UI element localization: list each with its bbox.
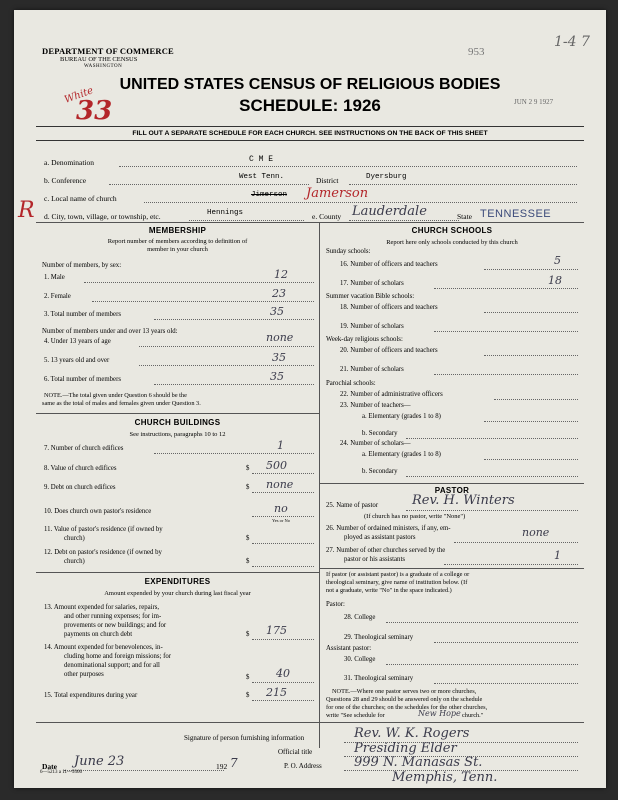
q23-label: 23. Number of teachers— xyxy=(340,402,411,409)
q28-rule xyxy=(386,622,578,623)
denomination-value: C M E xyxy=(249,155,274,164)
official-title-value: Presiding Elder xyxy=(354,741,457,756)
pastor-note-1: NOTE.—Where one pastor serves two or more churches, xyxy=(332,688,477,695)
q24b-rule xyxy=(406,476,578,477)
received-stamp: JUN 2 9 1927 xyxy=(514,98,554,106)
district-label: District xyxy=(316,176,339,185)
q8-dollar: $ xyxy=(246,465,250,472)
schools-title: CHURCH SCHOOLS xyxy=(411,226,493,235)
q26-label-2: ployed as assistant pastors xyxy=(344,534,416,541)
q31-label: 31. Theological seminary xyxy=(344,675,414,682)
q23b-label: b. Secondary xyxy=(362,430,398,437)
county-rule xyxy=(349,220,459,221)
q18-rule xyxy=(484,312,578,313)
state-value: TENNESSEE xyxy=(480,208,552,220)
state-label: State xyxy=(457,212,472,221)
q13-label-3: provements or new buildings; and for xyxy=(64,622,167,629)
q15-rule xyxy=(252,700,314,701)
stamp-number: 953 xyxy=(468,46,485,58)
q28-label: 28. College xyxy=(344,614,376,621)
q8-label: 8. Value of church edifices xyxy=(44,465,117,472)
q25-value: Rev. H. Winters xyxy=(412,493,515,508)
q6-value: 35 xyxy=(270,370,284,383)
college-note-2: theological seminary, give name of institution below. (If xyxy=(326,579,468,586)
date-label: Date xyxy=(42,762,57,771)
q9-value: none xyxy=(266,478,294,491)
age-heading: Number of members under and over 13 years old: xyxy=(42,328,178,335)
q24a-rule xyxy=(484,459,578,460)
q3-label: 3. Total number of members xyxy=(44,311,121,318)
bureau-city: WASHINGTON xyxy=(84,64,123,69)
q12-dollar: $ xyxy=(246,558,250,565)
q7-value: 1 xyxy=(277,439,284,452)
membership-subtitle-1: Report number of members according to definition of xyxy=(107,238,248,245)
q10-label: 10. Does church own pastor's residence xyxy=(44,508,152,515)
q8-rule xyxy=(252,473,314,474)
q11-dollar: $ xyxy=(246,535,250,542)
church-name-label: c. Local name of church xyxy=(44,194,117,203)
pastor-note-4: write "See schedule for xyxy=(326,712,385,719)
q13-label-1: 13. Amount expended for salaries, repairs, xyxy=(44,604,160,611)
assistant-sub-heading: Assistant pastor: xyxy=(326,645,372,652)
buildings-title: CHURCH BUILDINGS xyxy=(134,418,221,427)
q16-value: 5 xyxy=(554,254,561,267)
q1-label: 1. Male xyxy=(44,274,65,281)
q1-rule xyxy=(84,282,314,283)
census-schedule-sheet xyxy=(14,10,606,788)
county-value: Lauderdale xyxy=(352,204,427,219)
q25-rule xyxy=(406,510,578,511)
pastor-note-5: church." xyxy=(462,712,484,719)
signature-top-rule xyxy=(36,722,584,723)
pastor-top-rule xyxy=(319,483,584,484)
q13-label-4: payments on church debt xyxy=(64,631,133,638)
q10-value: no xyxy=(274,502,288,515)
church-name-rule xyxy=(144,202,577,203)
q5-value: 35 xyxy=(272,351,286,364)
expenditures-top-rule xyxy=(36,572,319,573)
weekday-heading: Week-day religious schools: xyxy=(326,336,403,343)
q9-rule xyxy=(252,492,314,493)
q17-value: 18 xyxy=(548,274,562,287)
q13-rule xyxy=(252,639,314,640)
q15-dollar: $ xyxy=(246,692,250,699)
q30-rule xyxy=(386,664,578,665)
q5-rule xyxy=(139,365,314,366)
q24a-label: a. Elementary (grades 1 to 8) xyxy=(362,451,441,458)
by-sex-heading: Number of members, by sex: xyxy=(42,262,122,269)
q27-rule xyxy=(444,564,578,565)
q21-rule xyxy=(434,374,578,375)
college-note-3: not a graduate, write "No" in the space indicated.) xyxy=(326,587,452,594)
q17-label: 17. Number of scholars xyxy=(340,280,404,287)
q14-value: 40 xyxy=(276,667,290,680)
parochial-heading: Parochial schools: xyxy=(326,380,376,387)
signature-label: Signature of person furnishing information xyxy=(184,734,305,742)
q23a-label: a. Elementary (grades 1 to 8) xyxy=(362,413,441,420)
q1-value: 12 xyxy=(274,268,288,281)
city-rule xyxy=(189,220,304,221)
q9-label: 9. Debt on church edifices xyxy=(44,484,116,491)
q7-rule xyxy=(154,453,314,454)
conference-label: b. Conference xyxy=(44,176,87,185)
q18-label: 18. Number of officers and teachers xyxy=(340,304,438,311)
membership-title: MEMBERSHIP xyxy=(148,226,207,235)
schedule-title: SCHEDULE: 1926 xyxy=(239,96,381,115)
pastor-note-3: for one of the churches; on the schedules for the other churches, xyxy=(326,704,488,711)
column-divider xyxy=(319,222,320,748)
buildings-top-rule xyxy=(36,413,319,414)
margin-mark: R xyxy=(18,198,35,223)
q24b-label: b. Secondary xyxy=(362,468,398,475)
address-line-1: 999 N. Manasas St. xyxy=(354,755,483,770)
form-title: UNITED STATES CENSUS OF RELIGIOUS BODIES xyxy=(119,76,501,93)
pastor-note-ref: New Hope xyxy=(418,709,461,718)
q23a-rule xyxy=(484,421,578,422)
q11-label-2: church) xyxy=(64,535,85,542)
instruction-text: FILL OUT A SEPARATE SCHEDULE FOR EACH CHURCH. SEE INSTRUCTIONS ON THE BACK OF THIS SHEET xyxy=(36,126,584,141)
q6-label: 6. Total number of members xyxy=(44,376,121,383)
corner-number: 1-4 7 xyxy=(554,34,590,50)
q14-label-2: cluding home and foreign missions; for xyxy=(64,653,172,660)
membership-note-2: same as the total of males and females given under Question 3. xyxy=(42,400,201,407)
q26-rule xyxy=(454,542,578,543)
q22-label: 22. Number of administrative officers xyxy=(340,391,443,398)
q24-label: 24. Number of scholars— xyxy=(340,440,411,447)
q11-rule xyxy=(252,543,314,544)
q7-label: 7. Number of church edifices xyxy=(44,445,124,452)
q16-label: 16. Number of officers and teachers xyxy=(340,261,438,268)
q19-rule xyxy=(434,331,578,332)
expenditures-title: EXPENDITURES xyxy=(144,577,211,586)
q8-value: 500 xyxy=(266,459,287,472)
q13-dollar: $ xyxy=(246,631,250,638)
church-name-typed: Jimerson xyxy=(251,191,288,199)
district-value: Dyersburg xyxy=(366,173,407,181)
address-label: P. O. Address xyxy=(284,762,322,770)
form-number: 6—5213 a 11—9366 xyxy=(40,770,83,775)
date-rule xyxy=(64,770,224,771)
q4-value: none xyxy=(266,331,294,344)
q15-label: 15. Total expenditures during year xyxy=(44,692,138,699)
college-note-1: If pastor (or assistant pastor) is a graduate of a college or xyxy=(326,571,470,578)
q4-label: 4. Under 13 years of age xyxy=(44,338,111,345)
q12-label-2: church) xyxy=(64,558,85,565)
denomination-rule xyxy=(119,166,577,167)
q11-label-1: 11. Value of pastor's residence (if owned by xyxy=(44,526,163,533)
college-top-rule xyxy=(319,568,584,569)
q22-rule xyxy=(494,399,578,400)
bureau-name: BUREAU OF THE CENSUS xyxy=(60,56,138,63)
membership-subtitle-2: member in your church xyxy=(147,246,208,253)
q2-rule xyxy=(92,301,314,302)
q26-value: none xyxy=(522,526,550,539)
q10-rule xyxy=(252,516,314,517)
q25-note: (If church has no pastor, write "None") xyxy=(364,513,466,520)
q13-value: 175 xyxy=(266,624,287,637)
q15-value: 215 xyxy=(266,686,287,699)
q31-rule xyxy=(434,683,578,684)
q14-label-4: other purposes xyxy=(64,671,104,678)
city-value: Hennings xyxy=(207,209,244,217)
schools-subtitle: Report here only schools conducted by this church xyxy=(386,239,518,246)
q25-label: 25. Name of pastor xyxy=(326,502,379,509)
q29-label: 29. Theological seminary xyxy=(344,634,414,641)
q3-value: 35 xyxy=(270,305,284,318)
q27-label-1: 27. Number of other churches served by the xyxy=(326,547,446,554)
q17-rule xyxy=(434,288,578,289)
vacation-heading: Summer vacation Bible schools: xyxy=(326,293,415,300)
q14-label-1: 14. Amount expended for benevolences, in- xyxy=(44,644,163,651)
pastor-sub-heading: Pastor: xyxy=(326,601,345,608)
q12-label-1: 12. Debt on pastor's residence (if owned by xyxy=(44,549,162,556)
q13-label-2: and other running expenses; for im- xyxy=(64,613,162,620)
q30-label: 30. College xyxy=(344,656,376,663)
q29-rule xyxy=(434,642,578,643)
pastor-note-2: Questions 28 and 29 should be answered only on the schedule xyxy=(326,696,483,703)
q6-rule xyxy=(154,384,314,385)
q26-label-1: 26. Number of ordained ministers, if any, em- xyxy=(326,525,451,532)
q16-rule xyxy=(484,269,578,270)
q4-rule xyxy=(139,346,314,347)
pastor-title: PASTOR xyxy=(434,486,470,495)
q14-dollar: $ xyxy=(246,674,250,681)
church-name-handwritten: Jamerson xyxy=(306,186,369,201)
q5-label: 5. 13 years old and over xyxy=(44,357,110,364)
q3-rule xyxy=(154,319,314,320)
q14-rule xyxy=(252,682,314,683)
signature-value: Rev. W. K. Rogers xyxy=(354,726,470,741)
denomination-label: a. Denomination xyxy=(44,158,94,167)
q27-label-2: pastor or his assistants xyxy=(344,556,405,563)
city-label: d. City, town, village, or township, etc. xyxy=(44,212,161,221)
expenditures-subtitle: Amount expended by your church during last fiscal year xyxy=(104,590,251,597)
q21-label: 21. Number of scholars xyxy=(340,366,404,373)
sunday-heading: Sunday schools: xyxy=(326,248,371,255)
q2-value: 23 xyxy=(272,287,286,300)
q12-rule xyxy=(252,566,314,567)
conference-value: West Tenn. xyxy=(239,173,285,181)
q14-label-3: denominational support; and for all xyxy=(64,662,160,669)
q9-dollar: $ xyxy=(246,484,250,491)
q23b-rule xyxy=(406,438,578,439)
conference-rule xyxy=(109,184,309,185)
white-mark: White xyxy=(63,85,95,106)
date-value: June 23 xyxy=(74,754,125,769)
yes-no-hint: Yes or No xyxy=(272,518,291,523)
q2-label: 2. Female xyxy=(44,293,71,300)
instruction-bar xyxy=(36,126,584,141)
district-rule xyxy=(349,184,577,185)
year-suffix: 7 xyxy=(230,756,238,770)
q27-value: 1 xyxy=(554,549,561,562)
section-top-rule xyxy=(36,222,584,223)
address-line-2: Memphis, Tenn. xyxy=(392,770,498,785)
number-mark: 33 xyxy=(76,96,113,126)
county-label: e. County xyxy=(312,212,342,221)
q19-label: 19. Number of scholars xyxy=(340,323,404,330)
buildings-subtitle: See instructions, paragraphs 10 to 12 xyxy=(129,431,226,438)
membership-note-1: NOTE.—The total given under Question 6 should be the xyxy=(44,392,187,399)
q20-rule xyxy=(484,355,578,356)
official-title-label: Official title xyxy=(278,748,313,756)
q20-label: 20. Number of officers and teachers xyxy=(340,347,438,354)
department-name: DEPARTMENT OF COMMERCE xyxy=(42,46,174,56)
year-prefix: 192 xyxy=(216,762,228,771)
